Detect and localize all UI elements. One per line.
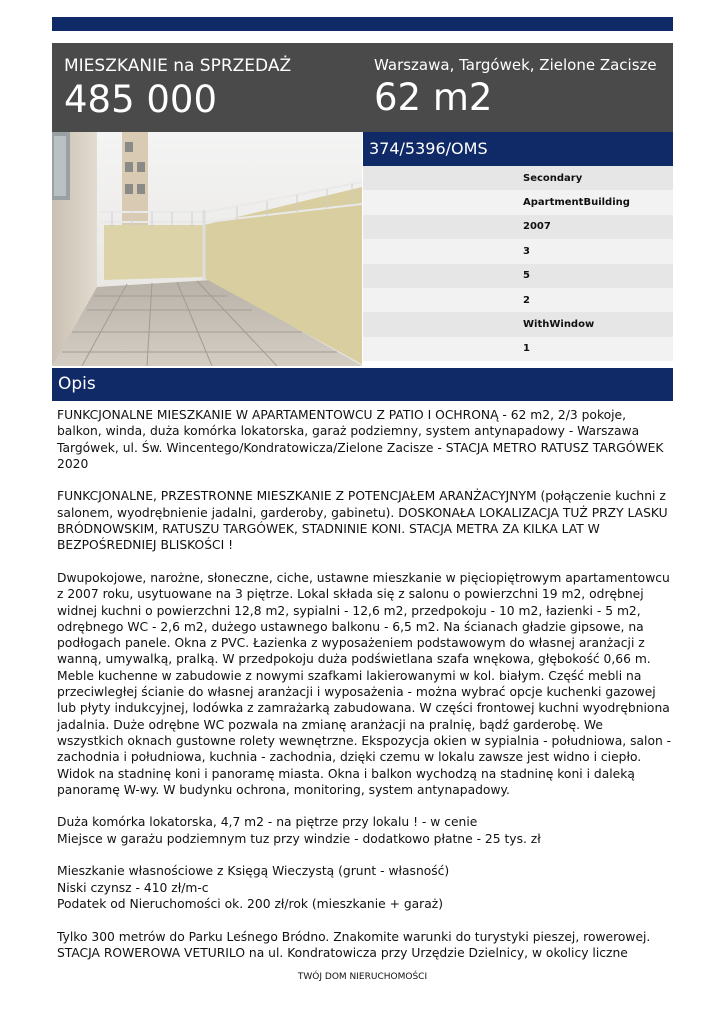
listing-location: Warszawa, Targówek, Zielone Zacisze xyxy=(374,56,657,74)
attr-row-bathrooms xyxy=(363,337,673,361)
header-left xyxy=(64,55,291,122)
attr-value: 2 xyxy=(523,294,530,306)
attr-value: 3 xyxy=(523,245,530,257)
description-paragraph: FUNKCJONALNE MIESZKANIE W APARTAMENTOWCU Z PATIO I OCHRONĄ - 62 m2, 2/3 pokoje, balkon, winda, duża komórka lokatorska, garaż podziemny, system antynapadowy - Warszawa Targówek, ul. Św. Wincentego/Kondratowicza/Zielone Zacisze - STACJA METRO RATUSZ TARGÓWEK 2020 xyxy=(57,408,664,471)
top-accent-bar xyxy=(52,17,673,31)
attr-row-floor xyxy=(363,239,673,263)
listing-price: 485 000 xyxy=(64,78,218,121)
attr-value: 5 xyxy=(523,270,530,282)
attr-value: 1 xyxy=(523,343,530,355)
reference-number: 374/5396/OMS xyxy=(363,132,673,166)
attr-row-market xyxy=(363,166,673,190)
listing-type: MIESZKANIE na SPRZEDAŻ xyxy=(64,56,292,76)
description-body xyxy=(57,407,673,977)
description-paragraph: Duża komórka lokatorska, 4,7 m2 - na piętrze przy lokalu ! - w cenie Miejsce w garażu podziemnym tuz przy windzie - dodatkowo płatne - 25 tys. zł xyxy=(57,815,541,846)
description-paragraph: FUNKCJONALNE, PRZESTRONNE MIESZKANIE Z POTENCJAŁEM ARANŻACYJNYM (połączenie kuchni z salonem, wyodrębnienie jadalni, garderoby, gabinetu). DOSKONAŁA LOKALIZACJA TUŻ PRZY LASKU BRÓDNOWSKIM, RATUSZU TARGÓWEK, STADNINIE KONI. STACJA METRA ZA KILKA LAT W BEZPOŚREDNIEJ BLISKOŚCI ! xyxy=(57,489,668,553)
attr-row-rooms xyxy=(363,288,673,312)
description-paragraph: Mieszkanie własnościowe z Księgą Wieczystą (grunt - własność) Niski czynsz - 410 zł/m-c Podatek od Nieruchomości ok. 200 zł/rok (mieszkanie + garaż) xyxy=(57,864,450,911)
attr-value: Secondary xyxy=(523,172,583,184)
attr-value: ApartmentBuilding xyxy=(523,197,630,209)
attr-row-building-type xyxy=(363,190,673,214)
header-right xyxy=(374,55,657,120)
description-paragraph: Tylko 300 metrów do Parku Leśnego Bródno. Znakomite warunki do turystyki pieszej, rowerowej. STACJA ROWEROWA VETURILO na ul. Kondratowicza przy Urzędzie Dzielnicy, w okolicy liczne xyxy=(57,929,651,960)
description-paragraph: Dwupokojowe, narożne, słoneczne, ciche, ustawne mieszkanie w pięciopiętrowym apartamentowcu z 2007 roku, usytuowane na 3 piętrze. Lokal składa się z salonu o powierzchni 19 m2, odrębnej widnej kuchni o powierzchni 12,8 m2, sypialni - 12,6 m2, przedpokoju - 10 m2, łazienki - 5 m2, odrębnego WC - 2,6 m2, dużego ustawnego balkonu - 6,5 m2. Na ścianach gładzie gipsowe, na podłogach panele. Okna z PVC. Łazienka z wyposażeniem podstawowym do własnej aranżacji z wanną, umywalką, pralką. W przedpokoju duża podświetlana szafa wnękowa, głębokość 0,66 m. Meble kuchenne w zabudowie z nowymi szafkami lakierowanymi w kol. białym. Część mebli na przeciwległej ścianie do własnej aranżacji i wyposażenia - można wybrać opcje kuchenki gazowej lub płyty indukcyjnej, lodówka z zamrażarką zabudowana. W części frontowej kuchni wyodrębniona jadalnia. Duże odrębne WC pozwala na zmianę aranżacji na pralnię, bądź garderobę. We wszystkich oknach gustowne rolety wewnętrzne. Ekspozycja okien w sypialnia - południowa, salon - zachodnia i południowa, kuchnia - zachodnia, dzięki czemu w lokalu zawsze jest widno i ciepło. Widok na stadninę koni i panoramę miasta. Okna i balkon wychodzą na stadninę koni i daleką panoramę W-wy. W budynku ochrona, monitoring, system antynapadowy. xyxy=(57,570,672,797)
footer-agency: TWÓJ DOM NIERUCHOMOŚCI xyxy=(297,972,428,982)
balcony-photo xyxy=(52,132,362,366)
attr-row-year xyxy=(363,215,673,239)
attr-row-floors-total xyxy=(363,264,673,288)
description-heading: Opis xyxy=(52,368,673,401)
listing-header xyxy=(52,43,673,132)
listing-area: 62 m2 xyxy=(374,76,493,119)
attributes-table xyxy=(363,166,673,361)
attr-row-kitchen xyxy=(363,312,673,336)
attr-value: 2007 xyxy=(523,221,551,233)
attr-value: WithWindow xyxy=(523,319,595,331)
